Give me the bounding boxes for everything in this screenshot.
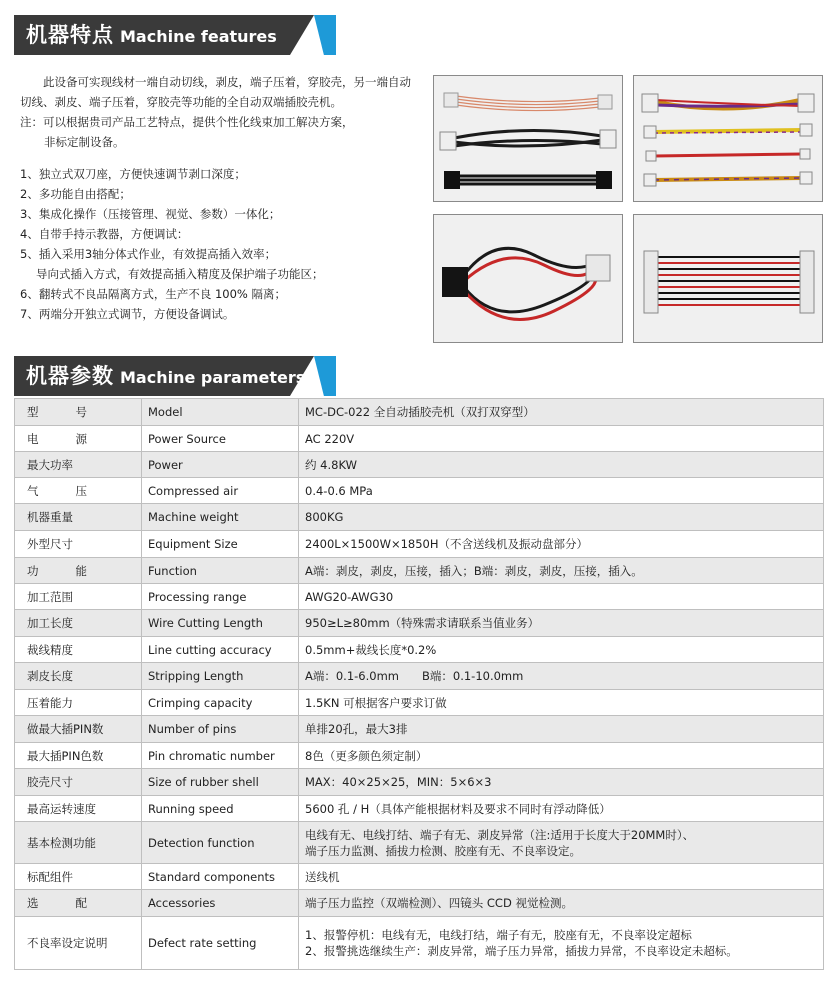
param-value: 800KG (299, 504, 824, 531)
param-name-en: Line cutting accuracy (142, 637, 299, 663)
param-name-en: Defect rate setting (142, 917, 299, 970)
param-value: 送线机 (299, 864, 824, 890)
param-name-en: Accessories (142, 890, 299, 917)
feature-item: 5、插入采用3轴分体式作业，有效提高插入效率； (20, 247, 277, 261)
param-value: 0.5mm+裁线长度*0.2% (299, 637, 824, 663)
table-row (15, 637, 824, 663)
param-value: A端：剥皮，剥皮，压接，插入；B端：剥皮，剥皮，压接，插入。 (299, 558, 824, 584)
param-name-en: Processing range (142, 584, 299, 610)
param-name-zh: 加工长度 (15, 610, 142, 637)
param-value: AC 220V (299, 426, 824, 452)
param-name-zh: 功 能 (27, 563, 87, 578)
feature-item: 导向式插入方式，有效提高插入精度及保护端子功能区； (36, 267, 324, 281)
intro-paragraph: 此设备可实现线材一端自动切线，剥皮，端子压着，穿胶壳，另一端自动切线、剥皮、端子压着，穿胶壳等功能的全自动双端插胶壳机。 (20, 75, 411, 109)
table-row (15, 531, 824, 558)
param-name-en: Running speed (142, 796, 299, 822)
machine-parameters-banner (14, 356, 334, 396)
table-row (15, 769, 824, 796)
param-name-en: Detection function (142, 822, 299, 864)
param-name-zh: 裁线精度 (15, 637, 142, 663)
param-name-zh: 最大插PIN色数 (15, 743, 142, 769)
features-description (20, 72, 420, 324)
param-name-en: Compressed air (142, 478, 299, 504)
table-row (15, 663, 824, 690)
param-name-zh: 选 配 (27, 896, 87, 910)
wire-harness-image (634, 215, 822, 342)
params-title-en: Machine parameters (120, 368, 306, 387)
photo-wire-harness-samples-4 (633, 214, 823, 343)
table-row (15, 426, 824, 452)
table-row (15, 558, 824, 584)
table-row (15, 822, 824, 864)
intro-note-line2: 非标定制设备。 (44, 135, 125, 149)
param-name-en: Machine weight (142, 504, 299, 531)
param-value-line: 电线有无、电线打结、端子有无、剥皮异常（注:适用于长度大于20MM时）、 (305, 827, 695, 842)
param-name-zh: 压着能力 (15, 690, 142, 716)
intro-note-line1: 注：可以根据贵司产品工艺特点，提供个性化线束加工解决方案， (20, 115, 354, 129)
wire-harness-image (434, 76, 622, 201)
param-value: 1.5KN 可根据客户要求订做 (299, 690, 824, 716)
table-row (15, 690, 824, 716)
param-name-zh: 基本检测功能 (15, 822, 142, 864)
param-name-en: Size of rubber shell (142, 769, 299, 796)
param-name-en: Standard components (142, 864, 299, 890)
banner-accent (314, 356, 336, 396)
param-name-zh: 加工范围 (15, 584, 142, 610)
param-name-zh: 做最大插PIN数 (15, 716, 142, 743)
param-name-zh: 标配组件 (15, 864, 142, 890)
param-value-line: 1、报警停机：电线有无，电线打结，端子有无，胶座有无，不良率设定超标 (305, 928, 692, 942)
photo-wire-harness-samples-2 (633, 75, 823, 202)
param-name-zh: 不良率设定说明 (15, 917, 142, 970)
param-value: 约 4.8KW (299, 452, 824, 478)
param-name-zh: 胶壳尺寸 (15, 769, 142, 796)
param-name-en: Wire Cutting Length (142, 610, 299, 637)
table-row (15, 504, 824, 531)
feature-item: 1、独立式双刀座，方便快速调节剥口深度； (20, 167, 246, 181)
param-name-en: Pin chromatic number (142, 743, 299, 769)
table-row (15, 890, 824, 917)
param-value: 端子压力监控（双端检测）、四镜头 CCD 视觉检测。 (299, 890, 824, 917)
param-value: 0.4-0.6 MPa (299, 478, 824, 504)
param-name-zh: 机器重量 (15, 504, 142, 531)
param-value-line: 端子压力监测、插拔力检测、胶座有无、不良率设定。 (305, 843, 581, 858)
param-name-zh: 最大功率 (15, 452, 142, 478)
table-row (15, 716, 824, 743)
table-row (15, 452, 824, 478)
param-name-en: Number of pins (142, 716, 299, 743)
wire-harness-image (434, 215, 622, 342)
param-value: 5600 孔 / H（具体产能根据材料及要求不同时有浮动降低） (299, 796, 824, 822)
machine-features-banner (14, 15, 334, 55)
param-name-zh: 型 号 (27, 405, 87, 419)
features-title-en: Machine features (120, 27, 277, 46)
param-value: 单排20孔，最大3排 (299, 716, 824, 743)
param-value: 950≥L≥80mm（特殊需求请联系当值业务） (299, 610, 824, 637)
table-row (15, 610, 824, 637)
feature-item: 3、集成化操作（压接管理、视觉、参数）一体化； (20, 207, 281, 221)
table-row (15, 743, 824, 769)
param-name-en: Equipment Size (142, 531, 299, 558)
param-name-zh: 最高运转速度 (15, 796, 142, 822)
table-row (15, 584, 824, 610)
wire-harness-image (634, 76, 822, 201)
feature-item: 4、自带手持示教器，方便调试： (20, 227, 189, 241)
param-name-en: Power (142, 452, 299, 478)
photo-wire-harness-samples-1 (433, 75, 623, 202)
params-title-zh: 机器参数 (26, 364, 114, 388)
table-row (15, 917, 824, 970)
param-name-zh: 剥皮长度 (15, 663, 142, 690)
param-value: A端：0.1-6.0mm B端：0.1-10.0mm (299, 663, 824, 690)
param-name-en: Power Source (142, 426, 299, 452)
param-value: AWG20-AWG30 (299, 584, 824, 610)
table-row (15, 478, 824, 504)
feature-item: 6、翻转式不良品隔离方式，生产不良 100% 隔离； (20, 287, 287, 301)
param-name-zh: 电 源 (27, 431, 87, 446)
param-value: 8色（更多颜色须定制） (299, 743, 824, 769)
feature-item: 7、两端分开独立式调节，方便设备调试。 (20, 307, 235, 321)
param-value (299, 917, 824, 970)
param-name-zh: 外型尺寸 (15, 531, 142, 558)
features-title-zh: 机器特点 (26, 23, 114, 47)
param-value (299, 822, 824, 864)
param-name-en: Model (142, 399, 299, 426)
param-value: 2400L×1500W×1850H（不含送线机及振动盘部分） (299, 531, 824, 558)
param-name-en: Function (142, 558, 299, 584)
param-name-zh: 气 压 (27, 483, 87, 498)
feature-list (20, 164, 420, 324)
param-name-en: Stripping Length (142, 663, 299, 690)
table-row (15, 796, 824, 822)
photo-wire-harness-samples-3 (433, 214, 623, 343)
banner-accent (314, 15, 336, 55)
parameters-table (14, 398, 824, 970)
table-row (15, 864, 824, 890)
table-row (15, 399, 824, 426)
feature-item: 2、多功能自由搭配； (20, 187, 131, 201)
param-value: MAX：40×25×25，MIN：5×6×3 (299, 769, 824, 796)
param-value: MC-DC-022 全自动插胶壳机（双打双穿型） (299, 399, 824, 426)
param-value-line: 2、报警挑选继续生产：剥皮异常，端子压力异常，插拔力异常，不良率设定未超标。 (305, 944, 738, 958)
param-name-en: Crimping capacity (142, 690, 299, 716)
